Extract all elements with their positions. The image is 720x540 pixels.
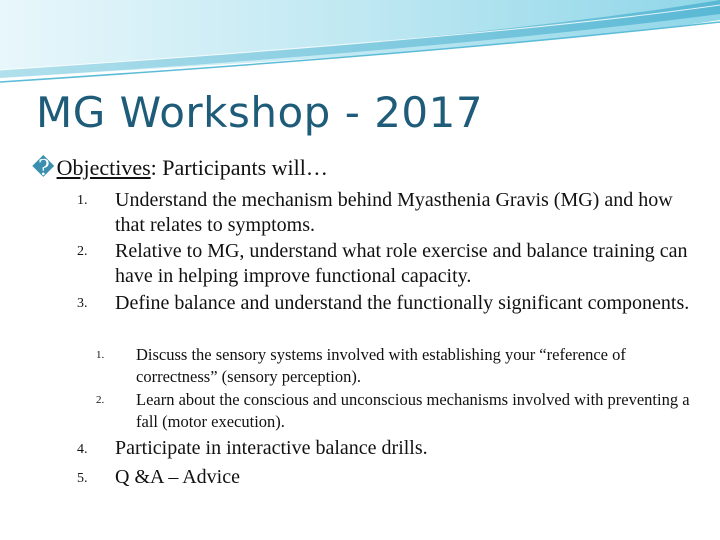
list-item-number: 3. <box>77 296 88 311</box>
list-item-text: Q &A – Advice <box>115 466 240 488</box>
list-item-number: 5. <box>77 471 88 486</box>
header-banner <box>0 0 720 95</box>
list-item-text: Relative to MG, understand what role exercise and balance training can have in helping improve functional capacity. <box>115 240 688 287</box>
list-item-text: Define balance and understand the functionally significant components. <box>115 292 690 314</box>
sub-list-item-text: Learn about the conscious and unconscious mechanisms involved with preventing a fall (motor execution). <box>136 390 690 431</box>
list-item-number: 4. <box>77 442 88 457</box>
sub-list-item-text: Discuss the sensory systems involved with establishing your “reference of correctness” (sensory perception). <box>136 345 626 386</box>
objectives-intro: : Participants will… <box>150 155 328 180</box>
list-item-number: 2. <box>77 244 88 259</box>
objectives-label: Objectives <box>56 155 151 180</box>
list-item-number: 1. <box>77 193 88 208</box>
objectives-bullet: � <box>32 155 55 180</box>
objectives-heading <box>32 155 328 181</box>
sub-list-item-number: 2. <box>96 394 105 406</box>
sub-list-item-number: 1. <box>96 349 105 361</box>
slide-title: MG Workshop - 2017 <box>36 88 484 137</box>
list-item-text: Understand the mechanism behind Myasthenia Gravis (MG) and how that relates to symptoms. <box>115 189 673 236</box>
list-item-text: Participate in interactive balance drills. <box>115 437 428 459</box>
